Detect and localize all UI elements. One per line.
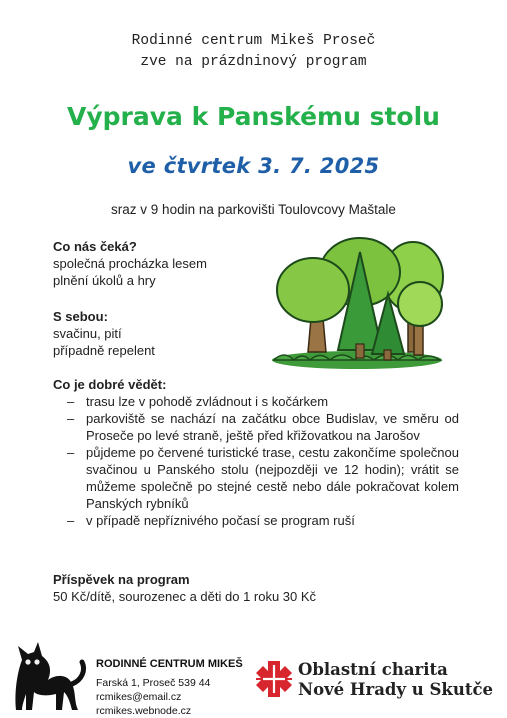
bring-line: svačinu, pití [53,326,122,341]
trees-icon [268,232,446,370]
org-web[interactable]: rcmikes.webnode.cz [96,705,192,717]
meeting-info: sraz v 9 hodin na parkovišti Toulovcovy Maštale [111,202,396,217]
list-item: – v případě nepříznivého počasí se program ruší [67,513,355,528]
expect-section [53,238,207,289]
list-item: – parkoviště se nachází na začátku obce Budislav, ve směru od Proseče po levé straně, ještě před křižovatkou na Jarošov [67,411,459,443]
charity-line-2: Nové Hrady u Skutče [298,680,494,699]
bring-section [53,308,155,359]
header-line-2: zve na prázdninový program [140,54,367,70]
list-item: – trasu lze v pohodě zvládnout i s kočárkem [67,394,329,409]
charity-line-1: Oblastní charita [298,660,448,679]
charity-cross-icon [254,659,294,699]
org-contact [96,657,243,718]
org-email[interactable]: rcmikes@email.cz [96,691,182,703]
header-line-1: Rodinné centrum Mikeš Proseč [131,33,376,49]
charity-name [298,660,493,700]
event-date: ve čtvrtek 3. 7. 2025 [127,154,380,178]
bring-line: případně repelent [53,343,155,358]
expect-line: plnění úkolů a hry [53,273,156,288]
org-address: Farská 1, Proseč 539 44 [96,677,211,689]
expect-heading: Co nás čeká? [53,239,137,254]
list-item: – půjdeme po červené turistické trase, cestu zakončíme společnou svačinou u Panského stolu (nejpozději ve 12 hodin); vrátit se můžeme společně po stejné cestě nebo dále pokračovat kolem Panských rybníků [67,445,459,511]
expect-line: společná procházka lesem [53,256,207,271]
know-heading: Co je dobré vědět: [53,377,167,392]
fee-section [53,571,316,605]
know-list [53,393,459,529]
page-title: Výprava k Panskému stolu [67,102,440,131]
bring-heading: S sebou: [53,309,108,324]
fee-line: 50 Kč/dítě, sourozenec a děti do 1 roku 30 Kč [53,589,317,604]
org-name: RODINNÉ CENTRUM MIKEŠ [96,658,243,670]
black-cat-icon [8,640,90,716]
fee-heading: Příspěvek na program [53,572,190,587]
